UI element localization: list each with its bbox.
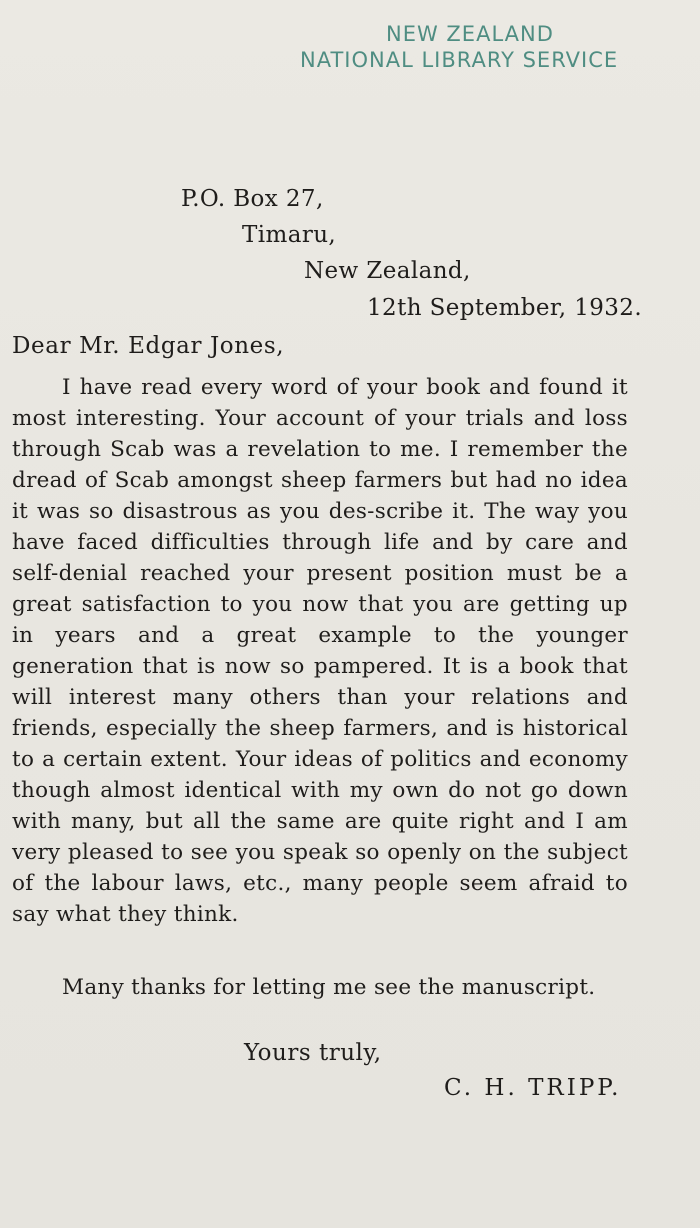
- paragraph-2-text: Many thanks for letting me see the manuscript.: [62, 975, 596, 1000]
- salutation: Dear Mr. Edgar Jones,: [12, 333, 285, 359]
- signature: C. H. TRIPP.: [444, 1075, 622, 1101]
- address-line-2: Timaru,: [242, 222, 337, 248]
- closing: Yours truly,: [244, 1040, 382, 1066]
- address-line-3: New Zealand,: [304, 258, 471, 284]
- letter-date: 12th September, 1932.: [367, 295, 643, 321]
- paragraph-1-text: I have read every word of your book and found it most interesting. Your account of your trials and loss through Scab was a revelation to me. I remember the dread of Scab amongst sheep farmers but had no idea it was so disastrous as you des-scribe it. The way you have faced difficulties through life and by care and self-denial reached your present position must be a great satisfaction to you now that you are getting up in years and a great example to the younger generation that is now so pampered. It is a book that will interest many others than your relations and friends, especially the sheep farmers, and is historical to a certain extent. Your ideas of politics and economy though almost identical with my own do not go down with many, but all the same are quite right and I am very pleased to see you speak so openly on the subject of the labour laws, etc., many people seem afraid to say what they think.: [12, 375, 628, 927]
- stamp-line-1: NEW ZEALAND: [386, 22, 554, 46]
- address-line-1: P.O. Box 27,: [181, 186, 324, 212]
- body-paragraph-1: [12, 372, 628, 930]
- body-paragraph-2: [12, 972, 628, 1003]
- stamp-line-2: NATIONAL LIBRARY SERVICE: [300, 48, 619, 72]
